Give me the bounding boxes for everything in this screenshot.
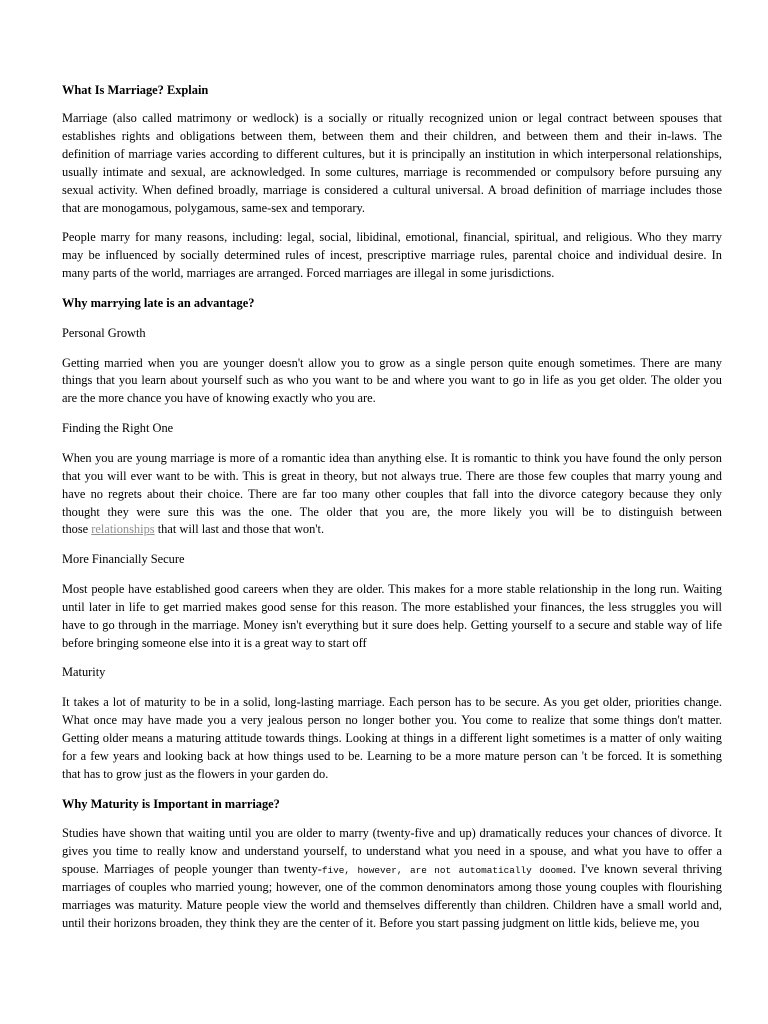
paragraph [62,581,722,652]
subheading-maturity: Maturity [62,665,106,680]
text-span: . I've known several thriving [573,862,722,877]
paragraph-line: definition of marriage varies according to different cultures, but it is principally an institution in which interpersonal relationships, [62,147,722,162]
paragraph-line: before bringing someone else into it is a great way to start off [62,635,367,650]
paragraph-line: Marriage (also called matrimony or wedlock) is a socially or ritually recognized union or legal contract between spouses that [62,111,722,126]
paragraph-line: Studies have shown that waiting until you are older to marry (twenty-five and up) dramatically reduces your chances of divorce. It [62,826,722,841]
paragraph-line: gives you time to really know and understand yourself, to understand what you need in a spouse, and what you have to offer a [62,844,722,859]
paragraph-line: People marry for many reasons, including: legal, social, libidinal, emotional, financial, spiritual, and religious. Who they marry [62,230,722,245]
paragraph-line: What once may have made you a very jealous person no longer bother you. You come to realize that some things don't matter. [62,713,722,728]
paragraph [62,355,722,409]
paragraph-line: establishes rights and obligations between them, between them and their children, and between them and their in-laws. The [62,129,722,144]
monospace-text: five, however, are not automatically doomed [321,865,574,877]
heading-why-maturity-is-important-in-marriage: Why Maturity is Important in marriage? [62,796,280,811]
paragraph-line: marriages of couples who married young; however, one of the common denominators among those young couples with flourishing [62,879,722,894]
paragraph-line: until later in life to get married makes good sense for this reason. The more established your finances, the less struggles you will [62,599,722,614]
paragraph-line: are the more chance you have of knowing exactly who you are. [62,391,376,406]
paragraph-line: Most people have established good careers when they are older. This makes for a more stable relationship in the long run. Waiting [62,582,722,597]
paragraph-line [62,861,722,879]
paragraph-line: for a few years and looking back at how things used to be. Learning to be a more mature person can 't be forced. It is something [62,748,722,763]
text-span: that will last and those that won't. [154,522,325,537]
relationships-link[interactable]: relationships [91,522,155,537]
heading-why-marrying-late-is-an-advantage: Why marrying late is an advantage? [62,295,255,310]
subheading-finding-the-right-one: Finding the Right One [62,421,174,436]
paragraph-line: Getting older means a maturing attitude towards things. Looking at things in a different light sometimes is a matter of only waiting [62,730,722,745]
paragraph-line: that are monogamous, polygamous, same-sex and temporary. [62,200,366,215]
subheading-more-financially-secure: More Financially Secure [62,552,185,567]
paragraph-line: have to go through in the marriage. Money isn't everything but it sure does help. Getting yourself to a secure and stable way of life [62,617,722,632]
paragraph-line: usually intimate and sexual, are acknowledged. In some cultures, marriage is recommended or compulsory before pursuing any [62,164,722,179]
paragraph-line: marriages was maturity. Mature people view the world and themselves differently than children. Children have a small world and, [62,897,722,912]
paragraph-line: that you will ever want to be with. This is great in theory, but not always true. There are those few couples that marry young and [62,468,722,483]
text-span: those [62,522,92,537]
paragraph-line: until their horizons broaden, they think they are the center of it. Before you start passing judgment on little kids, believe me, you [62,915,700,930]
paragraph-line: It takes a lot of maturity to be in a solid, long-lasting marriage. Each person has to be secure. As you get older, priorities change. [62,695,722,710]
paragraph [62,825,722,932]
heading-what-is-marriage-explain: What Is Marriage? Explain [62,83,209,97]
paragraph-line: that has to grow just as the flowers in your garden do. [62,766,329,781]
paragraph-line: thought they were sure this was the one. The older that you are, the more likely you will be to distinguish between [62,504,722,519]
document-body [62,82,722,944]
paragraph [62,450,722,539]
paragraph-line: things that you learn about yourself such as who you want to be and where you want to go in life as you get older. The older you [62,373,722,388]
paragraph [62,110,722,217]
paragraph [62,229,722,283]
paragraph-line [62,521,722,539]
paragraph-line: Getting married when you are younger doesn't allow you to grow as a single person quite enough sometimes. There are many [62,355,722,370]
paragraph-line: When you are young marriage is more of a romantic idea than anything else. It is romantic to think you have found the only person [62,451,722,465]
paragraph-line: sexual activity. When defined broadly, marriage is considered a cultural universal. A broad definition of marriage includes those [62,182,722,197]
subheading-personal-growth: Personal Growth [62,325,146,340]
paragraph-line: may be influenced by socially determined rules of incest, prescriptive marriage rules, parental choice and individual desire. In [62,248,722,263]
paragraph-line: have no regrets about their choice. There are far too many other couples that fall into the divorce category because they only [62,486,722,501]
paragraph-line: many parts of the world, marriages are arranged. Forced marriages are illegal in some jurisdictions. [62,266,555,281]
text-span: spouse. Marriages of people younger than twenty- [62,862,322,877]
paragraph [62,694,722,783]
